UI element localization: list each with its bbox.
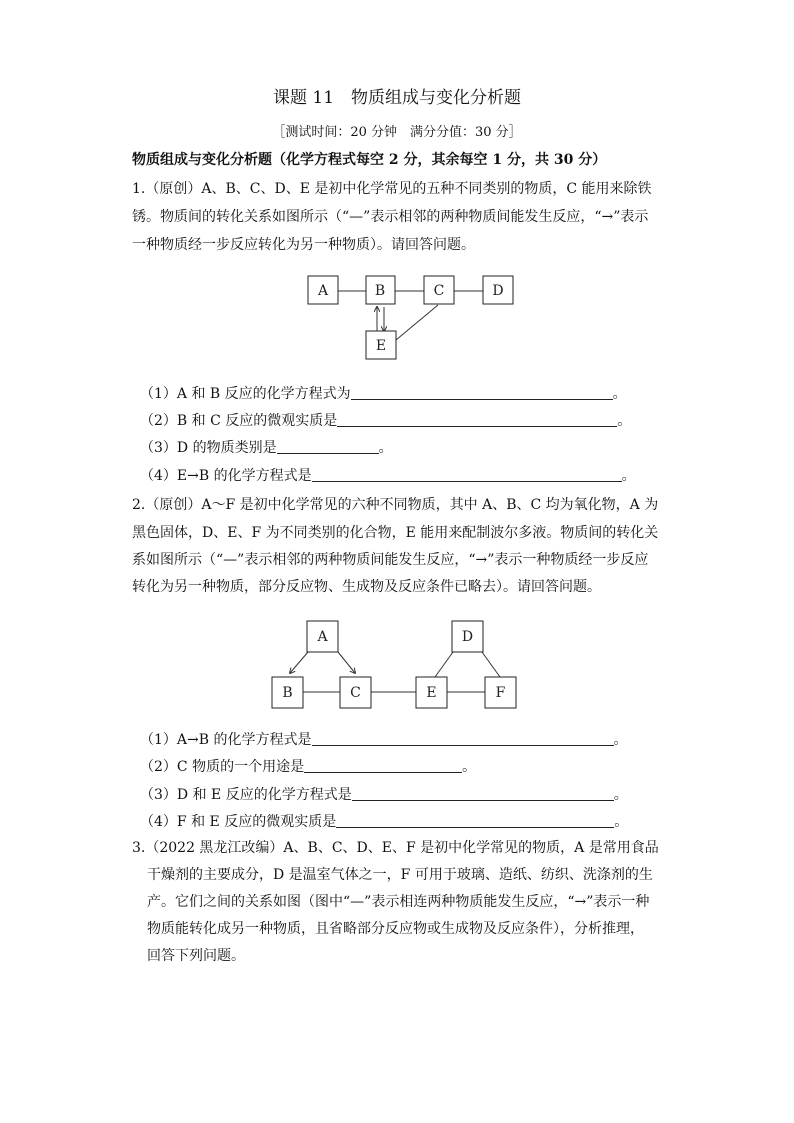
- q2-sub-4-label: （4）F 和 E 反应的微观实质是: [140, 814, 337, 830]
- answer-blank[interactable]: [351, 385, 613, 400]
- q2-node-a-label: A: [317, 629, 328, 645]
- q1-sub-3-label: （3）D 的物质类别是: [140, 440, 277, 456]
- q2-arrow-a-c: [338, 652, 355, 673]
- q1-sub-3-end: 。: [378, 440, 393, 456]
- q1-node-b-label: B: [374, 283, 386, 299]
- q2-node-b-label: B: [282, 685, 293, 701]
- q2-sub-1: [140, 730, 628, 750]
- q2-text-line-2: 黑色固体，D、E、F 为不同类别的化合物，E 能用来配制波尔多液。物质间的转化关: [132, 525, 659, 541]
- q2-link-d-f: [482, 652, 500, 677]
- q2-text-line-1: 2.（原创）A～F 是初中化学常见的六种不同物质，其中 A、B、C 均为氧化物，A 为: [132, 497, 659, 513]
- q1-text-line-1: 1.（原创）A、B、C、D、E 是初中化学常见的五种不同类别的物质，C 能用来除铁: [132, 181, 652, 197]
- q3-text-line-1: 3.（2022 黑龙江改编）A、B、C、D、E、F 是初中化学常见的物质，A 是常用食品: [132, 840, 659, 856]
- q1-sub-4-label: （4）E→B 的化学方程式是: [140, 468, 312, 484]
- q1-sub-2: [140, 411, 631, 431]
- q3-text-line-5: 回答下列问题。: [147, 948, 245, 964]
- q1-sub-1-label: （1）A 和 B 反应的化学方程式为: [140, 386, 351, 402]
- q1-sub-1-end: 。: [612, 386, 627, 402]
- q1-node-c-label: C: [433, 283, 445, 299]
- q2-diagram: [265, 615, 525, 715]
- q2-sub-1-end: 。: [613, 732, 628, 748]
- q1-sub-4-end: 。: [621, 468, 636, 484]
- page-title: 课题 11 物质组成与变化分析题: [272, 88, 522, 108]
- q1-sub-2-end: 。: [617, 413, 632, 429]
- q1-text-line-3: 一种物质经一步反应转化为另一种物质）。请回答问题。: [132, 237, 475, 253]
- q1-node-d-label: D: [492, 283, 504, 299]
- answer-blank[interactable]: [312, 731, 614, 746]
- q2-link-d-e: [435, 652, 453, 677]
- q1-link-c-e: [396, 305, 438, 340]
- q2-sub-3: [140, 785, 628, 805]
- answer-blank[interactable]: [336, 813, 614, 828]
- q2-sub-2: [140, 757, 476, 777]
- test-info: ［测试时间：20 分钟 满分分值：30 分］: [272, 125, 522, 140]
- q2-sub-2-label: （2）C 物质的一个用途是: [140, 759, 305, 775]
- answer-blank[interactable]: [304, 758, 462, 773]
- q2-text-line-4: 转化为另一种物质，部分反应物、生成物及反应条件已略去）。请回答问题。: [132, 579, 601, 595]
- q1-sub-3: [140, 438, 393, 458]
- answer-blank[interactable]: [312, 467, 622, 482]
- q2-node-e-label: E: [426, 685, 437, 701]
- q2-sub-1-label: （1）A→B 的化学方程式是: [140, 732, 312, 748]
- q2-sub-3-end: 。: [613, 787, 628, 803]
- q1-node-e-label: E: [375, 338, 387, 354]
- q2-node-c-label: C: [350, 685, 361, 701]
- q2-sub-2-end: 。: [462, 759, 477, 775]
- q2-arrow-a-b: [290, 652, 308, 673]
- q2-node-f-label: F: [495, 685, 506, 701]
- q2-text-line-3: 系如图所示（“—”表示相邻的两种物质间能发生反应，“→”表示一种物质经一步反应: [132, 552, 649, 568]
- q1-sub-2-label: （2）B 和 C 反应的微观实质是: [140, 413, 338, 429]
- answer-blank[interactable]: [352, 786, 614, 801]
- q2-sub-4: [140, 812, 628, 832]
- q1-sub-1: [140, 384, 627, 404]
- q2-sub-3-label: （3）D 和 E 反应的化学方程式是: [140, 787, 352, 803]
- q1-text-line-2: 锈。物质间的转化关系如图所示（“—”表示相邻的两种物质间能发生反应，“→”表示: [132, 209, 649, 225]
- answer-blank[interactable]: [337, 412, 617, 427]
- q3-text-line-2: 干燥剂的主要成分，D 是温室气体之一，F 可用于玻璃、造纸、纺织、洗涤剂的生: [147, 867, 653, 883]
- q1-diagram: [300, 270, 530, 365]
- answer-blank[interactable]: [277, 439, 379, 454]
- q1-node-a-label: A: [317, 283, 329, 299]
- q3-text-line-4: 物质能转化成另一种物质，且省略部分反应物或生成物及反应条件），分析推理，: [147, 921, 644, 937]
- q2-node-d-label: D: [461, 629, 474, 645]
- q3-text-line-3: 产。它们之间的关系如图（图中“—”表示相连两种物质能发生反应，“→”表示一种: [147, 894, 650, 910]
- q2-sub-4-end: 。: [614, 814, 629, 830]
- q1-sub-4: [140, 466, 636, 486]
- section-heading: 物质组成与变化分析题（化学方程式每空 2 分，其余每空 1 分，共 30 分）: [132, 152, 607, 168]
